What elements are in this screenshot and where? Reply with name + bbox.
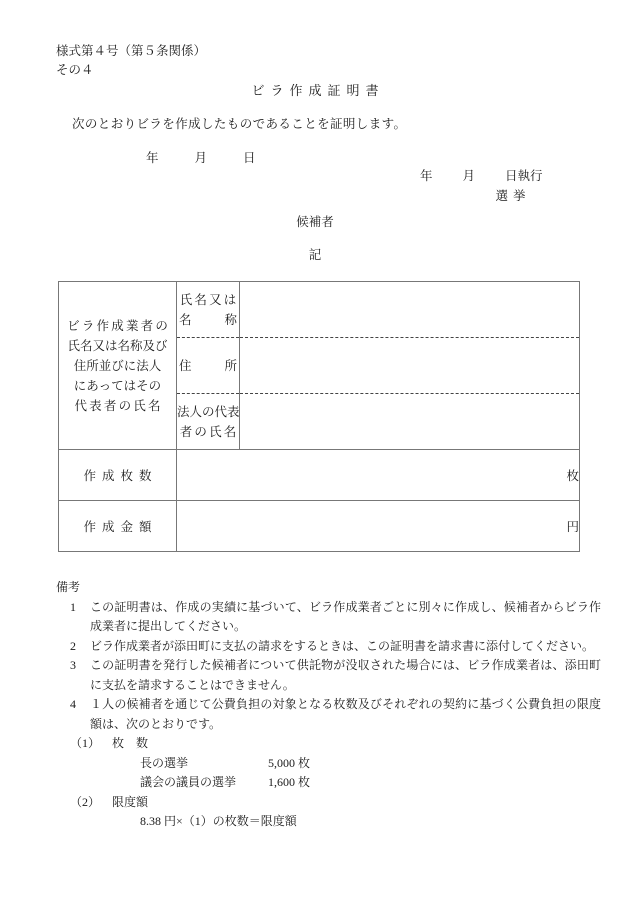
table-row <box>59 501 580 552</box>
note-text: １人の候補者を通じて公費負担の対象となる枚数及びそれぞれの契約に基づく公費負担の限度額は、次のとおりです。 <box>90 697 601 731</box>
sub-item-limit-amount <box>56 793 601 813</box>
note-item <box>56 637 601 657</box>
exec-year-label: 年 <box>420 169 433 183</box>
exec-month-label: 月 <box>462 169 476 183</box>
producer-info-label: ビラ作成業者の 氏名又は名称及び 住所並びに法人 にあってはその 代表者の氏名 <box>59 282 177 450</box>
sheet-limit-value: 5,000 枚 <box>268 755 311 770</box>
sheet-limit-row <box>56 773 601 793</box>
note-text: この証明書は、作成の実績に基づいて、ビラ作成業者ごとに別々に作成し、候補者からビラ作成業者に提出してください。 <box>90 599 601 633</box>
label-address-left: 住 <box>179 358 192 373</box>
label-address-right: 所 <box>224 358 237 373</box>
note-item <box>56 695 601 734</box>
value-amount[interactable]: 円 <box>177 501 580 552</box>
value-representative-name[interactable] <box>240 394 580 450</box>
note-text: ビラ作成業者が添田町に支払の請求をするときは、この証明書を請求書に添付してください。 <box>90 638 595 653</box>
sheet-limit-value: 1,600 枚 <box>268 775 311 789</box>
note-number: 1 <box>70 599 76 614</box>
date-day-label: 日 <box>243 151 256 165</box>
label-amount: 作成金額 <box>59 501 177 552</box>
election-type: 議会の議員の選挙 <box>140 775 237 789</box>
label-sheet-count: 作成枚数 <box>59 450 177 501</box>
note-number: 4 <box>70 697 76 711</box>
note-number: 3 <box>70 658 76 672</box>
sub-item-label: 限度額 <box>112 794 149 809</box>
note-item <box>56 598 601 637</box>
label-representative-name: 法人の代表 者の氏名 <box>177 394 240 450</box>
note-item <box>56 656 601 695</box>
notes-title: 備考 <box>56 580 81 594</box>
execution-date-block <box>420 166 543 206</box>
sub-item-number: （2） <box>70 794 101 809</box>
label-name-left: 名 <box>179 312 192 327</box>
sheet-limit-row <box>56 754 601 774</box>
value-address[interactable] <box>240 338 580 394</box>
value-sheet-count[interactable]: 枚 <box>177 450 580 501</box>
form-number: 様式第４号（第５条関係） <box>56 44 207 58</box>
document-title: ビラ作成証明書 <box>251 83 385 98</box>
note-text: この証明書を発行した候補者について供託物が没収された場合には、ビラ作成業者は、添田町に支払を請求することはできません。 <box>90 658 601 692</box>
exec-day-label: 日執行 <box>505 169 543 183</box>
value-name-or-title[interactable] <box>240 282 580 338</box>
blank-date-line <box>146 148 256 166</box>
sub-item-label: 枚 数 <box>112 736 149 750</box>
date-year-label: 年 <box>146 151 159 165</box>
notes-section <box>56 578 601 832</box>
note-number: 2 <box>70 638 76 653</box>
candidate-label: 候補者 <box>296 215 334 229</box>
sub-item-number: （1） <box>70 736 101 750</box>
sub-item-sheet-count <box>56 734 601 754</box>
label-address <box>177 338 240 394</box>
label-name-or-title: 氏名又は 名 称 <box>177 282 240 338</box>
election-type: 長の選挙 <box>140 755 189 770</box>
table-row <box>59 282 580 338</box>
label-name-right: 称 <box>224 312 237 327</box>
date-month-label: 月 <box>194 151 208 165</box>
certificate-table <box>58 281 580 552</box>
form-sub-number: その４ <box>56 63 94 77</box>
intro-statement: 次のとおりビラを作成したものであることを証明します。 <box>72 117 407 131</box>
table-row <box>59 450 580 501</box>
limit-formula: 8.38 円×（1）の枚数＝限度額 <box>140 814 297 828</box>
election-label: 選挙 <box>495 189 531 203</box>
ki-mark: 記 <box>308 248 322 262</box>
